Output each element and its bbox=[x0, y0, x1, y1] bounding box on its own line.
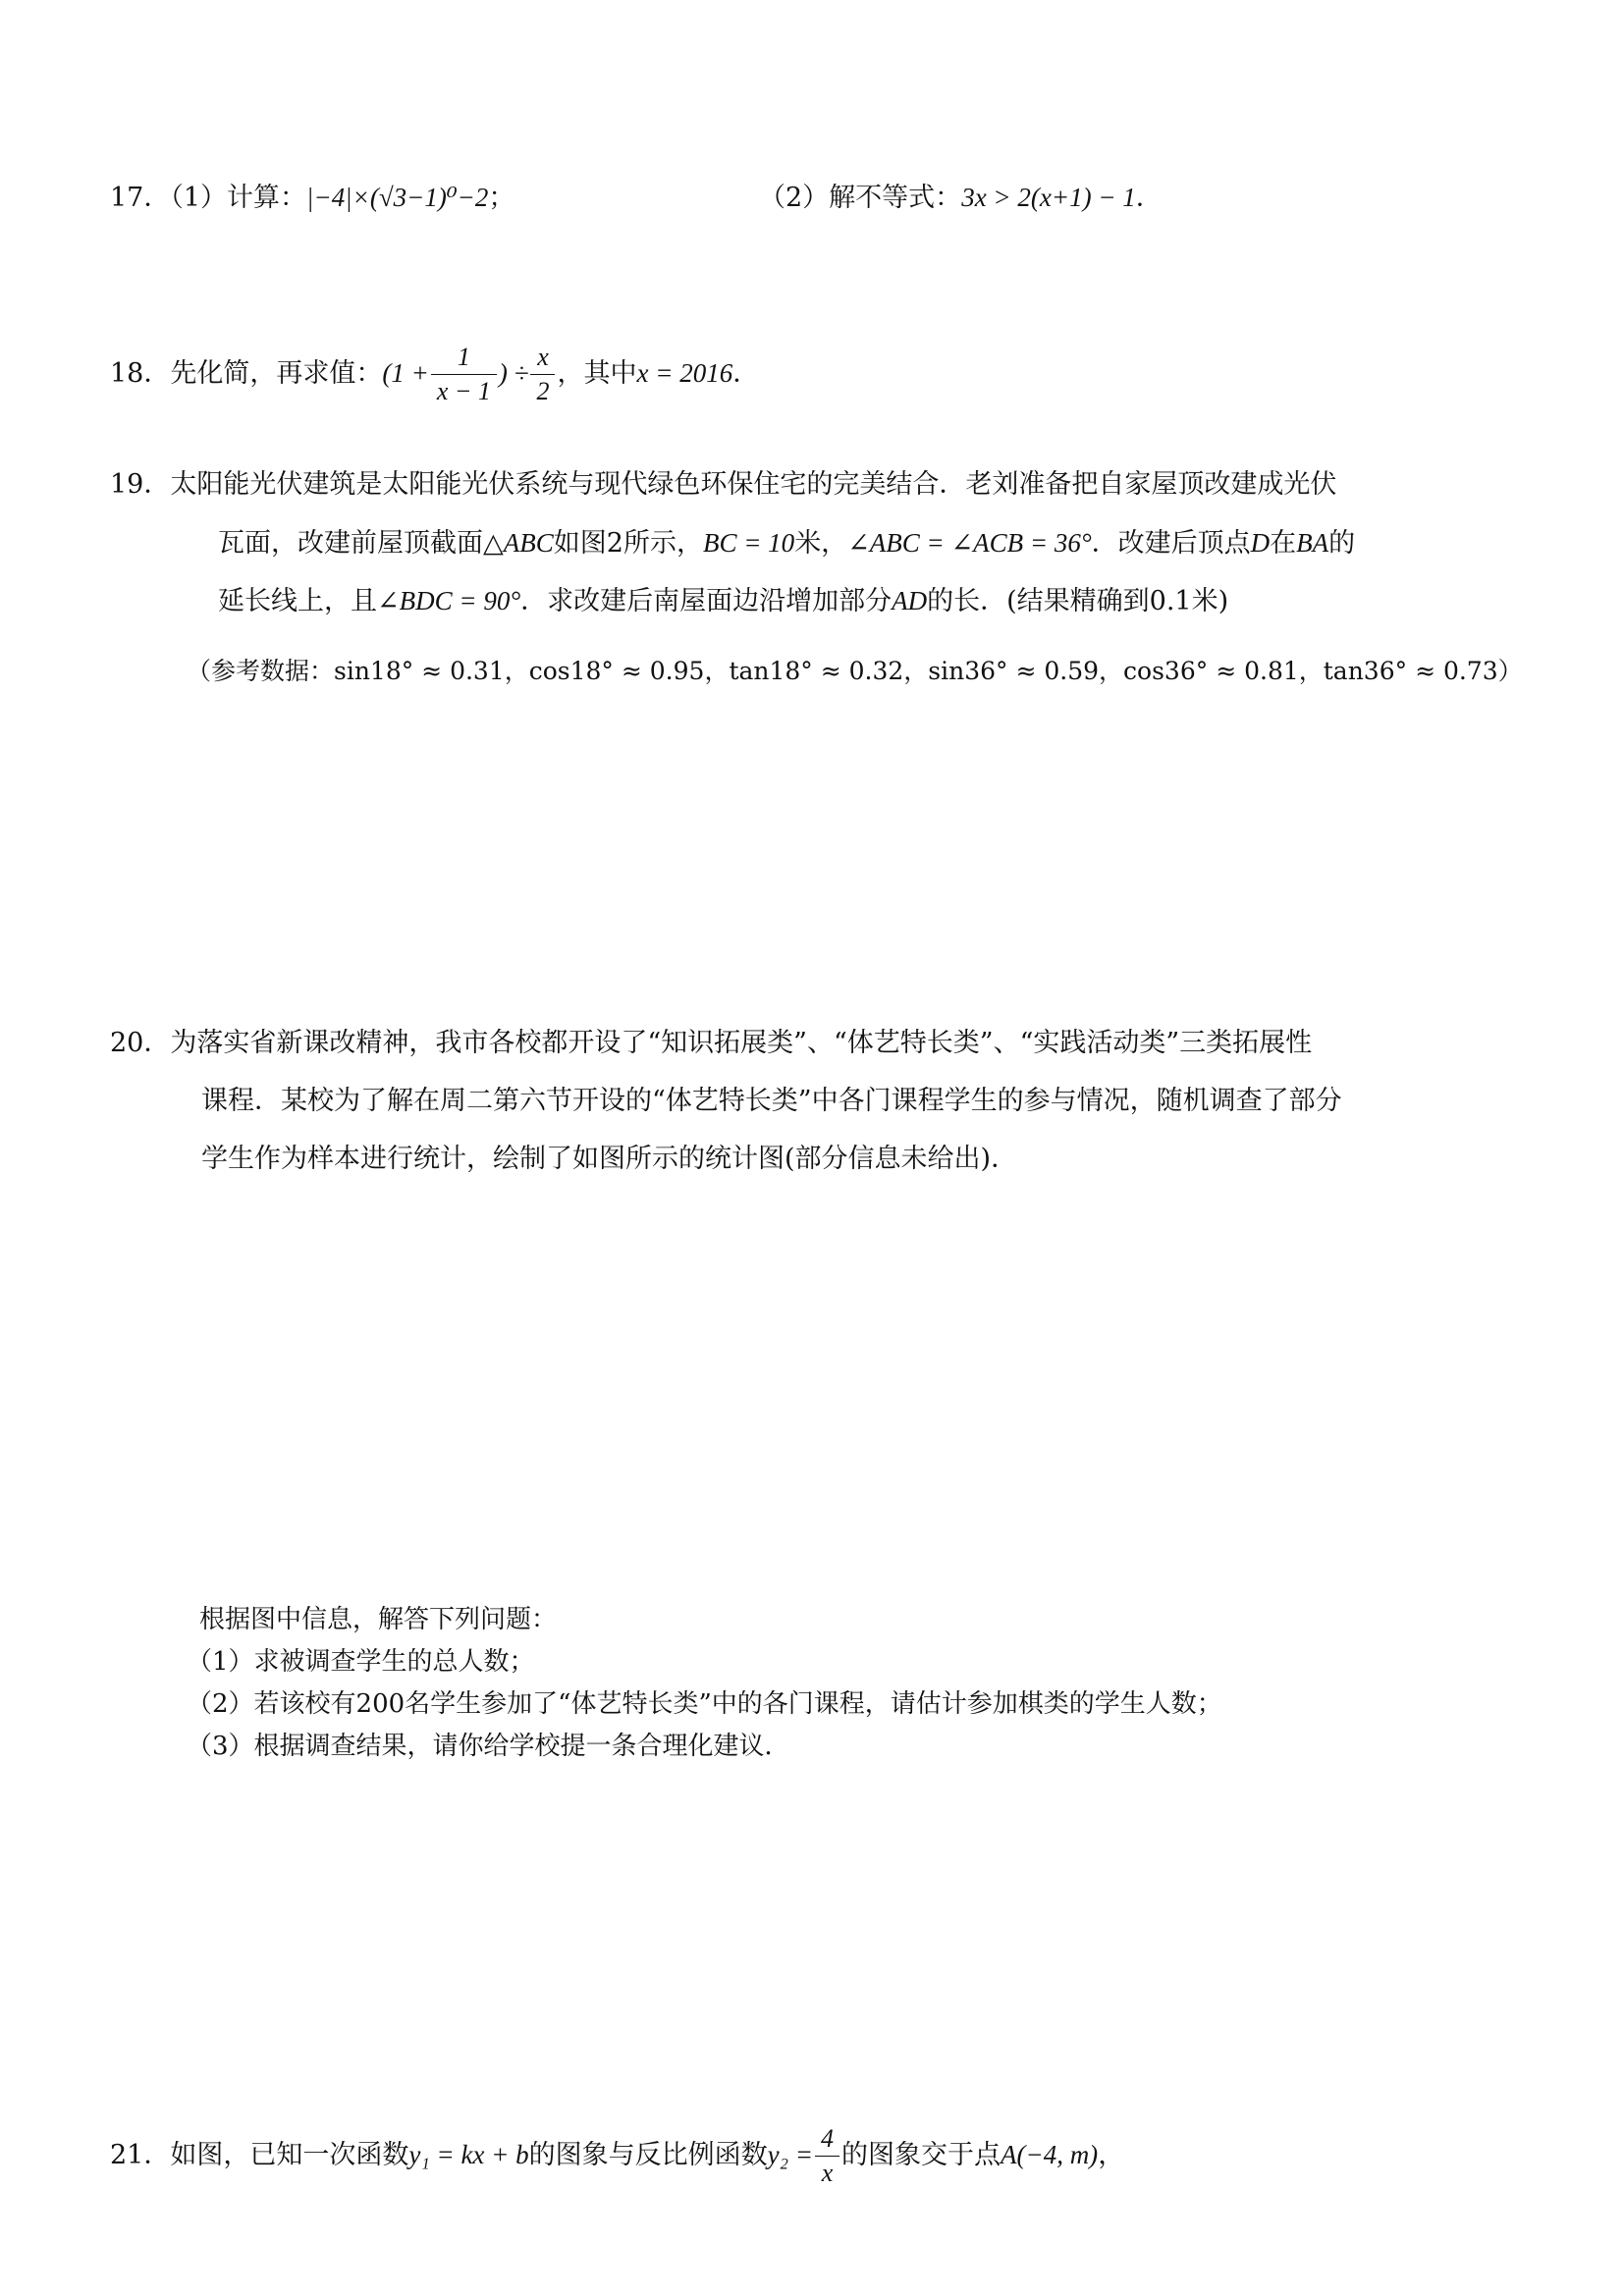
q17-part1-tail: ； bbox=[488, 183, 515, 213]
q19-number: 19． bbox=[110, 469, 171, 500]
question-18 bbox=[110, 334, 759, 413]
question-20-line-3 bbox=[201, 1142, 1017, 1177]
question-19-line-2 bbox=[218, 525, 1355, 561]
q17-part2-label: （2）解不等式： bbox=[759, 183, 962, 213]
question-20-line-2 bbox=[201, 1084, 1342, 1119]
q19-line3-text-a: 延长线上，且 bbox=[218, 586, 377, 616]
q21-linear-function: y₁ = kx + b bbox=[408, 2140, 529, 2169]
q19-segment-ad: AD bbox=[892, 586, 928, 615]
q18-fraction-1-denominator: x − 1 bbox=[436, 377, 491, 405]
q20-sub1: （1）求被调查学生的总人数； bbox=[187, 1647, 535, 1677]
q20-intro: 根据图中信息，解答下列问题： bbox=[199, 1605, 558, 1634]
question-20-sub-1 bbox=[187, 1644, 535, 1680]
q18-number: 18． bbox=[110, 358, 171, 389]
q19-line2-text-f: 的 bbox=[1328, 528, 1356, 559]
q20-sub2: （2）若该校有200名学生参加了“体艺特长类”中的各门课程，请估计参加棋类的学生人数； bbox=[187, 1689, 1222, 1719]
q19-line3-text-b: ．求改建后南屋面边沿增加部分 bbox=[520, 586, 893, 616]
question-17 bbox=[110, 180, 514, 216]
question-19-reference-data bbox=[187, 654, 1523, 689]
q18-fraction-2-numerator: x bbox=[530, 341, 555, 375]
q19-line2-text-e: 在 bbox=[1270, 528, 1297, 559]
question-20-line-1 bbox=[110, 1026, 1312, 1061]
q19-line3-text-c: 的长．(结果精确到0.1米) bbox=[927, 586, 1229, 616]
q21-point-a: A(−4, m) bbox=[1000, 2140, 1099, 2169]
q18-fraction-1 bbox=[431, 341, 497, 408]
q19-angles: ∠ABC = ∠ACB = 36° bbox=[847, 528, 1092, 558]
q18-fraction-1-numerator: 1 bbox=[431, 341, 497, 375]
q21-tail: ， bbox=[1098, 2140, 1125, 2170]
q18-fraction-2-denominator: 2 bbox=[536, 377, 550, 405]
question-20-sub-2 bbox=[187, 1686, 1222, 1722]
q19-line2-text-c: 米， bbox=[794, 528, 848, 559]
question-21 bbox=[110, 2115, 1124, 2195]
q19-line2-text-b: 如图2所示， bbox=[553, 528, 703, 559]
q18-condition: x = 2016 bbox=[636, 358, 733, 388]
q17-part2-tail: ． bbox=[1135, 183, 1163, 213]
question-17-part2 bbox=[759, 180, 1163, 216]
q21-text-2: 的图象与反比例函数 bbox=[528, 2140, 768, 2170]
q18-tail: ． bbox=[732, 358, 760, 389]
q19-point-d: D bbox=[1250, 528, 1271, 558]
q21-text-3: 的图象交于点 bbox=[840, 2140, 1001, 2170]
question-19-line-3 bbox=[218, 583, 1228, 619]
q21-fraction bbox=[815, 2122, 839, 2190]
q18-fraction-2 bbox=[530, 341, 555, 408]
q19-line1: 太阳能光伏建筑是太阳能光伏系统与现代绿色环保住宅的完美结合．老刘准备把自家屋顶改建成光伏 bbox=[170, 469, 1337, 500]
q18-open: (1 + bbox=[382, 358, 429, 388]
question-19-line-1 bbox=[110, 467, 1336, 503]
q20-line3: 学生作为样本进行统计，绘制了如图所示的统计图(部分信息未给出)． bbox=[201, 1144, 1018, 1174]
q18-divide: ) ÷ bbox=[498, 358, 529, 388]
q17-part1-label: （1）计算： bbox=[170, 183, 307, 213]
q19-bc-length: BC = 10 bbox=[702, 528, 795, 558]
q19-angle-bdc: ∠BDC = 90° bbox=[377, 586, 521, 615]
q17-part2-expression: 3x > 2(x+1) − 1 bbox=[961, 183, 1136, 212]
q18-where: ，其中 bbox=[557, 358, 637, 389]
q19-segment-ba: BA bbox=[1296, 528, 1329, 558]
q20-sub3: （3）根据调查结果，请你给学校提一条合理化建议． bbox=[187, 1732, 790, 1761]
q18-text: 先化简，再求值： bbox=[170, 358, 383, 389]
q17-number: 17． bbox=[110, 183, 171, 213]
q21-fraction-denominator: x bbox=[821, 2159, 834, 2187]
q19-reference: （参考数据：sin18° ≈ 0.31，cos18° ≈ 0.95，tan18° ≈ 0.32，sin36° ≈ 0.59，cos36° ≈ 0.81，tan36° ≈ 0.73） bbox=[187, 657, 1523, 685]
q19-line2-text-a: 瓦面，改建前屋顶截面△ bbox=[218, 528, 504, 559]
q20-number: 20． bbox=[110, 1028, 171, 1058]
q21-number: 21． bbox=[110, 2140, 171, 2170]
q19-triangle-abc: ABC bbox=[503, 528, 554, 558]
question-20-sub-3 bbox=[187, 1729, 790, 1764]
q20-line2: 课程．某校为了解在周二第六节开设的“体艺特长类”中各门课程学生的参与情况，随机调查了部分 bbox=[201, 1086, 1342, 1116]
question-20-intro bbox=[199, 1602, 557, 1637]
q17-part1-expression: |−4|×(√3−1)⁰−2 bbox=[306, 183, 489, 212]
q21-inverse-function: y₂ = bbox=[767, 2140, 813, 2169]
q19-line2-text-d: ．改建后顶点 bbox=[1091, 528, 1251, 559]
q21-fraction-numerator: 4 bbox=[815, 2122, 839, 2157]
q20-line1: 为落实省新课改精神，我市各校都开设了“知识拓展类”、“体艺特长类”、“实践活动类”三类拓展性 bbox=[170, 1028, 1313, 1058]
q21-text-1: 如图，已知一次函数 bbox=[170, 2140, 409, 2170]
